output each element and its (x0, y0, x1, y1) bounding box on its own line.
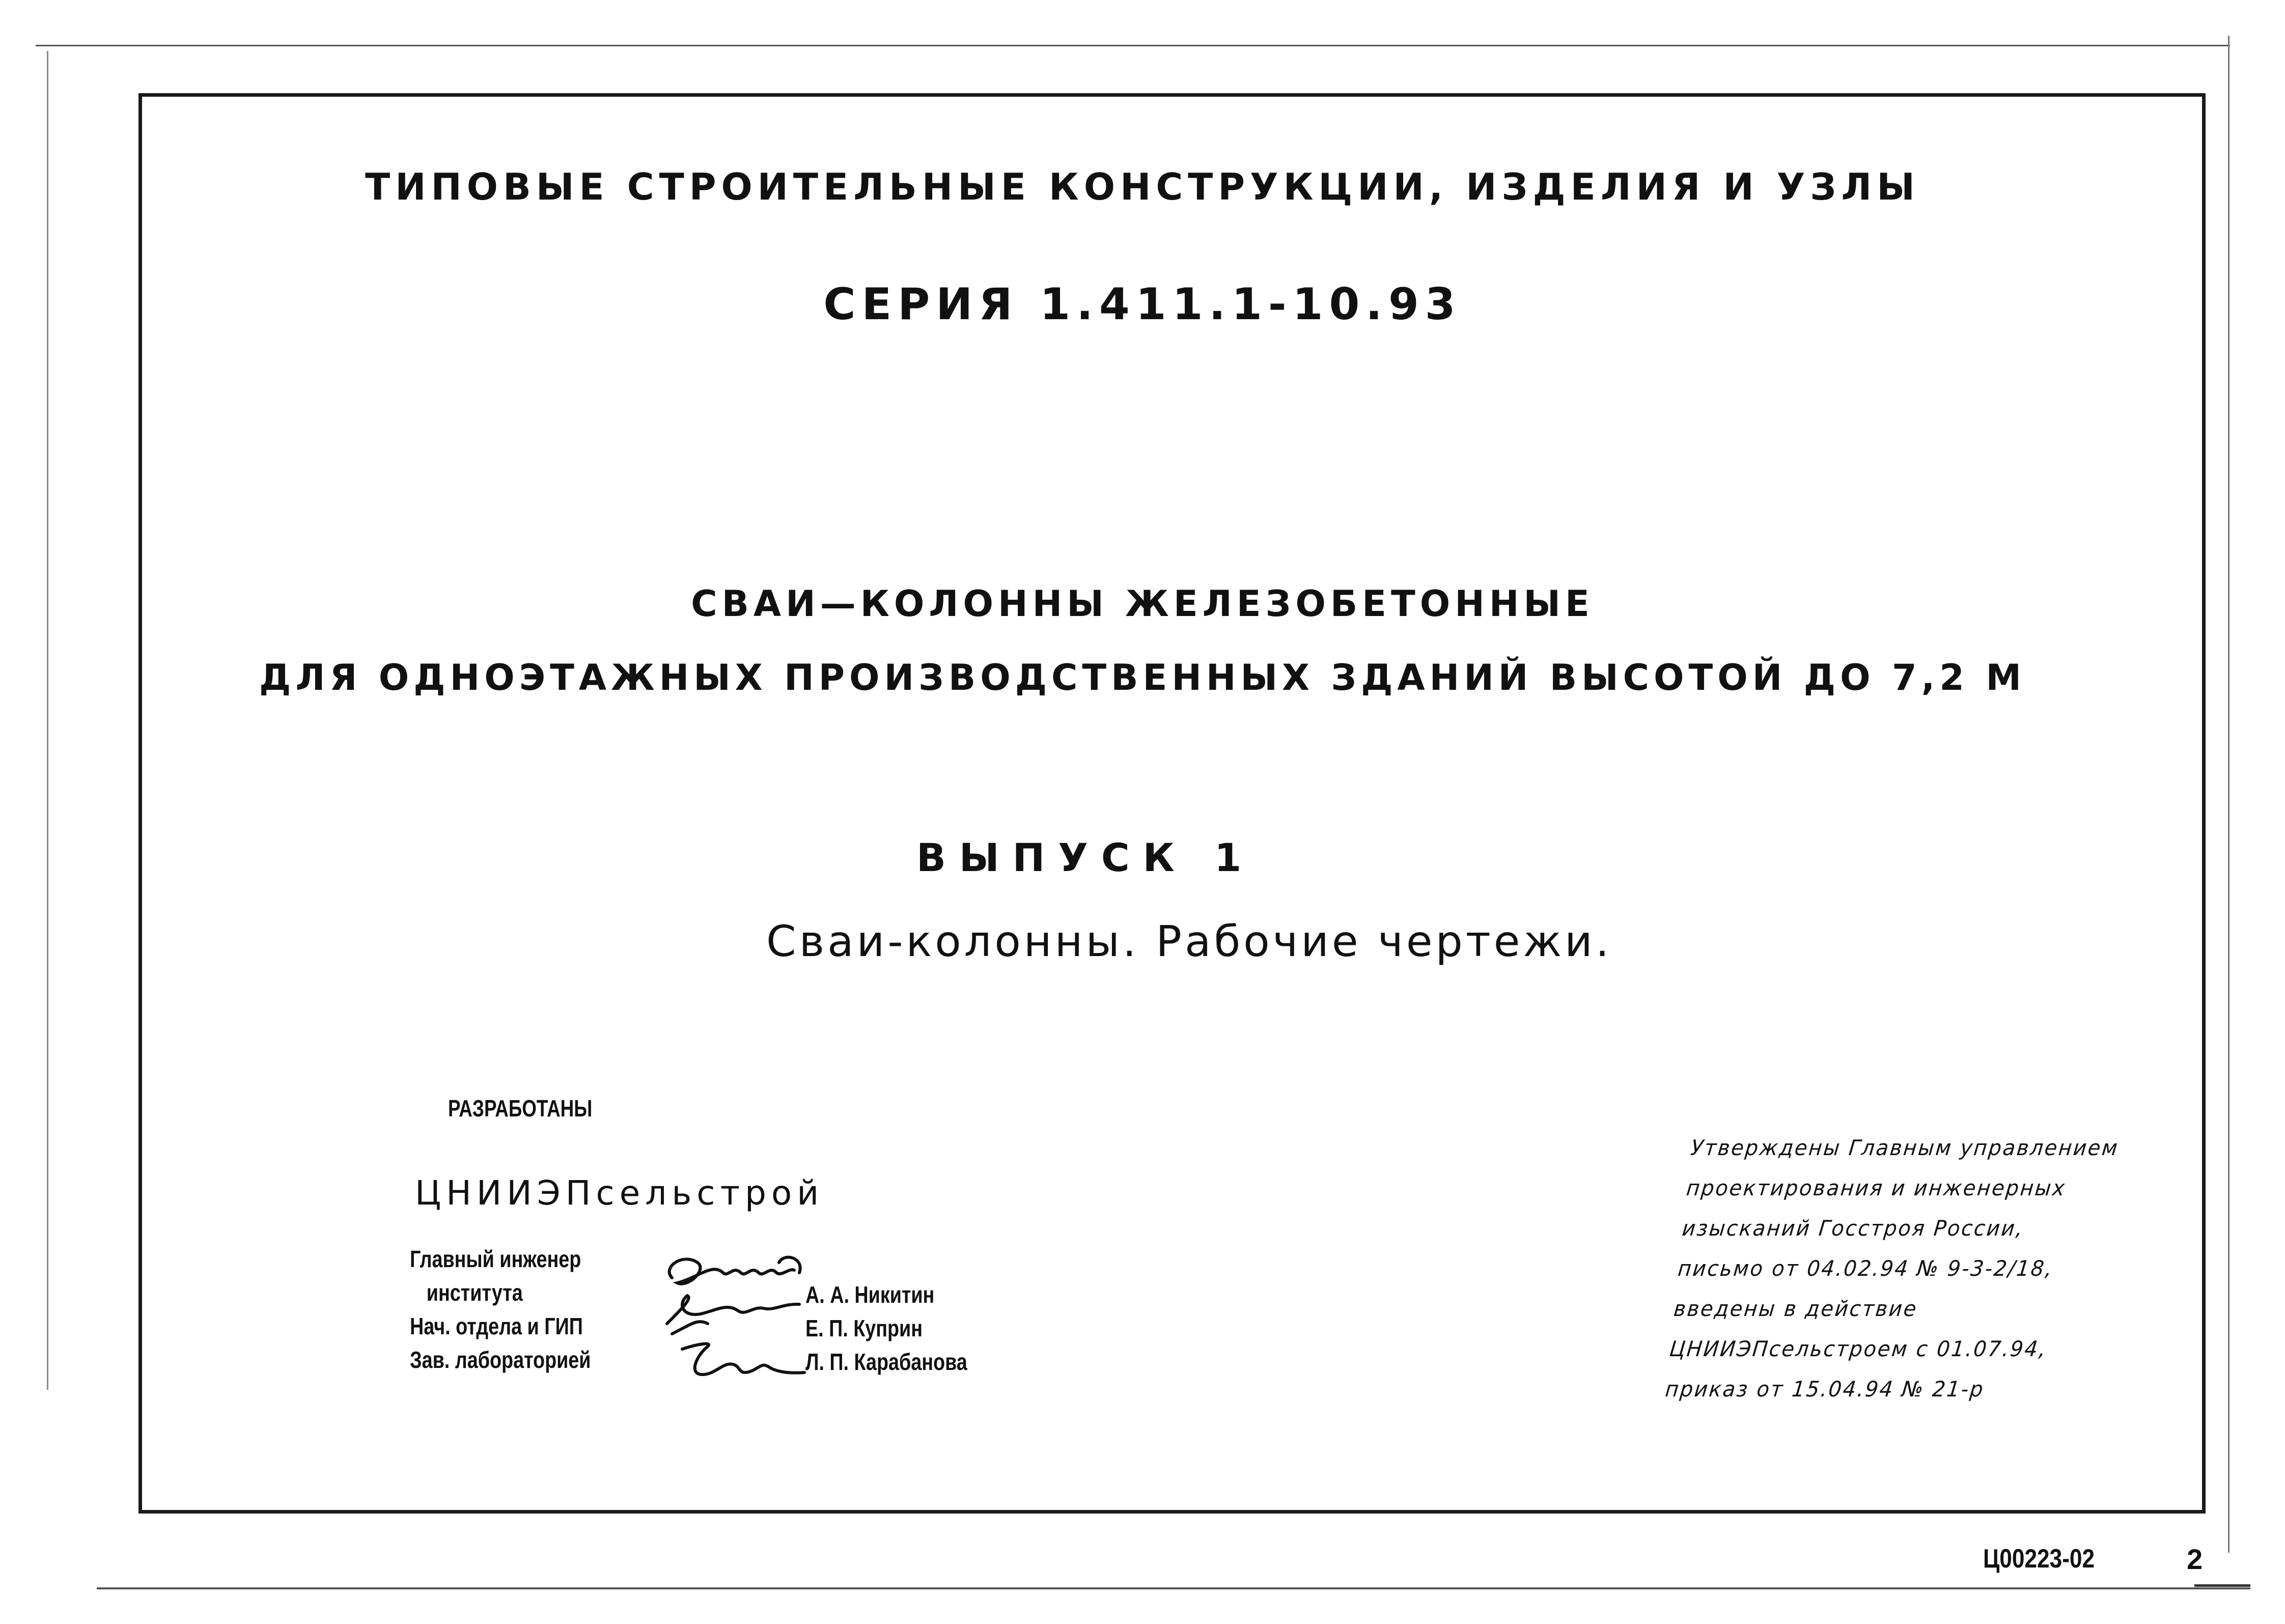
staff-role: Зав. лабораторией (410, 1347, 591, 1373)
staff-role: института (426, 1279, 523, 1306)
staff-names (805, 1278, 967, 1379)
issue-number: ВЫПУСК 1 (916, 835, 1255, 880)
issue-title: Сваи-колонны. Рабочие чертежи. (766, 916, 1612, 966)
approval-line: проектирования и инженерных (1685, 1175, 2068, 1200)
handwritten-signatures (652, 1247, 820, 1390)
staff-roles (410, 1242, 591, 1377)
scan-edge-bottom-mark (2194, 1584, 2250, 1587)
approval-line: письмо от 04.02.94 № 9-3-2/18, (1677, 1256, 2055, 1281)
approval-line: приказ от 15.04.94 № 21-р (1664, 1377, 1986, 1402)
approval-note (1663, 1128, 2121, 1409)
approval-line: ЦНИИЭПсельстроем с 01.07.94, (1668, 1336, 2048, 1361)
scan-edge-bottom (97, 1587, 2250, 1589)
sheet-number: 2 (2187, 1543, 2203, 1575)
scan-edge-right (2228, 36, 2230, 1553)
developed-label: РАЗРАБОТАНЫ (448, 1095, 593, 1122)
staff-name: Е. П. Куприн (805, 1315, 923, 1341)
staff-name: Л. П. Карабанова (805, 1349, 967, 1375)
staff-role: Нач. отдела и ГИП (410, 1313, 583, 1339)
staff-name: А. А. Никитин (805, 1281, 935, 1308)
developer-organization: ЦНИИЭПсельстрой (415, 1173, 824, 1213)
product-title-line-2: ДЛЯ ОДНОЭТАЖНЫХ ПРОИЗВОДСТВЕННЫХ ЗДАНИЙ ВЫСОТОЙ ДО 7,2 М (259, 657, 2026, 698)
scan-edge-top (36, 45, 2230, 46)
document-code: Ц00223-02 (1983, 1544, 2095, 1574)
signature-karabanova (682, 1344, 804, 1375)
signature-nikitin (670, 1257, 800, 1284)
category-heading: ТИПОВЫЕ СТРОИТЕЛЬНЫЕ КОНСТРУКЦИИ, ИЗДЕЛИЯ И УЗЛЫ (365, 165, 1920, 208)
product-title-line-1: СВАИ—КОЛОННЫ ЖЕЛЕЗОБЕТОННЫЕ (691, 583, 1594, 625)
approval-line: введены в действие (1673, 1296, 1919, 1321)
series-number: СЕРИЯ 1.411.1-10.93 (823, 279, 1462, 330)
staff-role: Главный инженер (410, 1246, 581, 1272)
approval-line: Утверждены Главным управлением (1689, 1135, 2121, 1160)
signature-kuprin (667, 1296, 799, 1334)
scan-edge-left (47, 51, 48, 1390)
approval-line: изысканий Госстроя России, (1681, 1216, 2025, 1241)
